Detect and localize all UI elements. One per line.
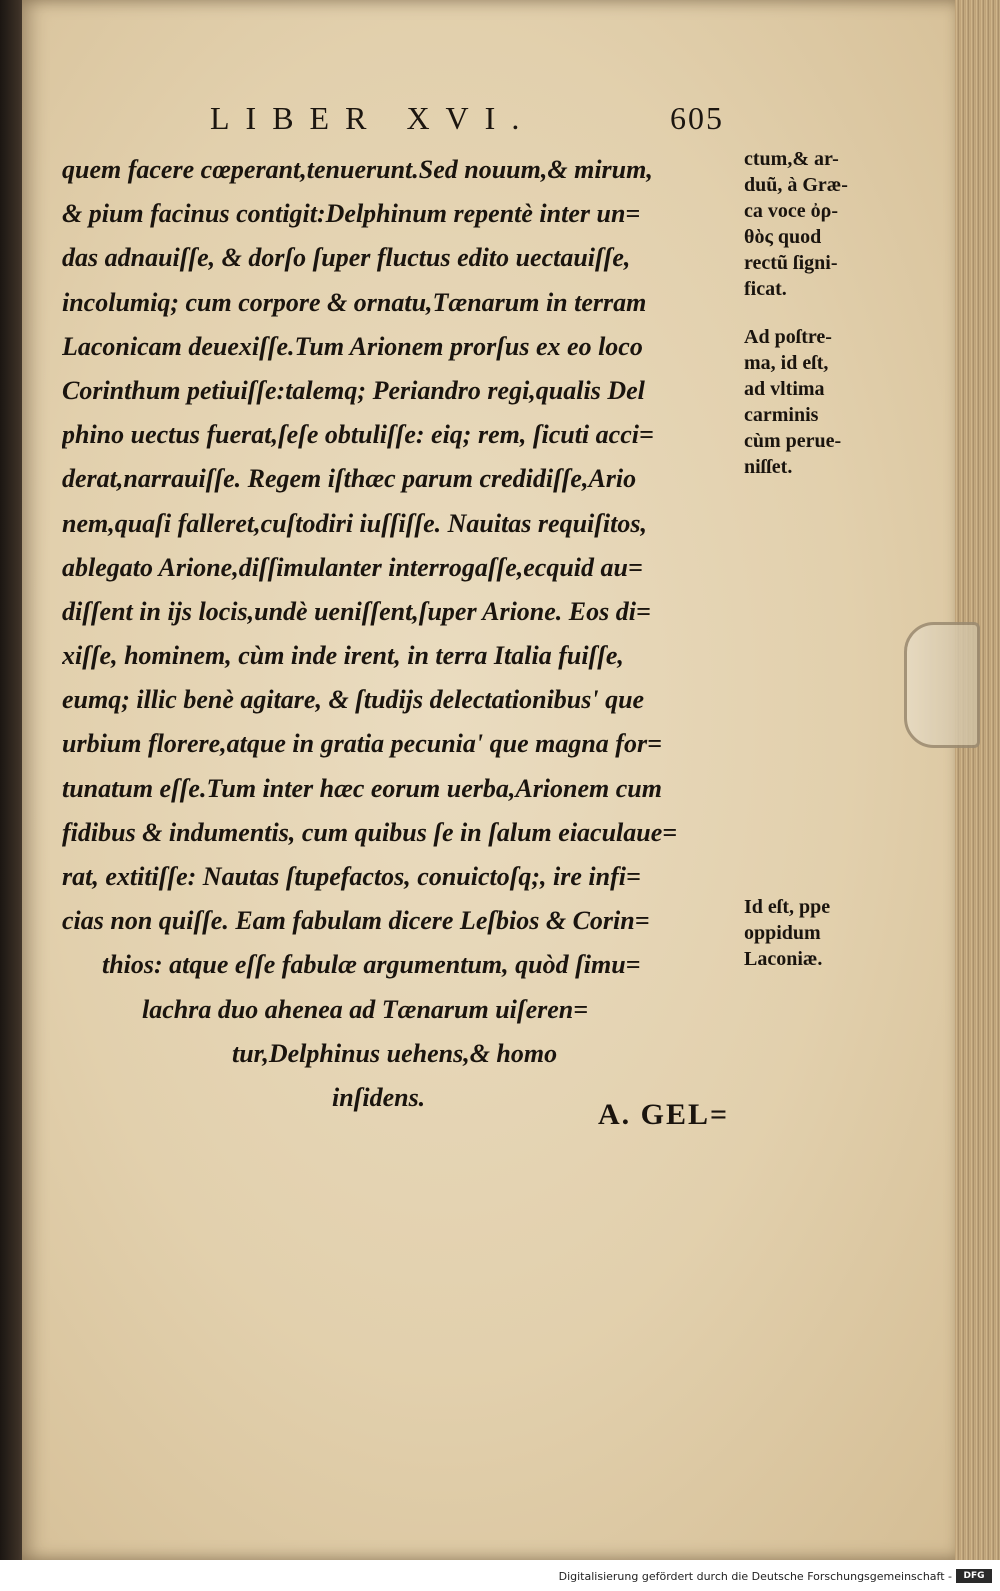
margin-note-3 [744, 894, 904, 972]
margin-note-line: θὸς quod [744, 226, 822, 248]
text-line: xiſſe, hominem, cùm inde irent, in terra Italia fuiſſe, [62, 641, 624, 671]
text-line: urbium florere,atque in gratia pecunia' que magna for= [62, 729, 662, 759]
page-fore-edge [955, 0, 1000, 1560]
margin-note-line: ficat. [744, 278, 787, 300]
text-line: tunatum eſſe.Tum inter hæc eorum uerba,Arionem cum [62, 773, 662, 803]
text-line: phino uectus fuerat,ſeſe obtuliſſe: eiq; rem, ſicuti acci= [62, 420, 654, 450]
page-clip [904, 622, 980, 748]
text-line: thios: atque eſſe fabulæ argumentum, quòd ſimu= [102, 950, 641, 980]
margin-note-line: Laconiæ. [744, 948, 823, 970]
running-head [210, 100, 750, 140]
text-line: inſidens. [332, 1082, 426, 1112]
text-line: diſſent in ijs locis,undè ueniſſent,ſuper Arione. Eos di= [62, 596, 651, 626]
margin-note-line: oppidum [744, 922, 821, 944]
text-line: Corinthum petiuiſſe:talemq; Periandro regi,qualis Del [62, 375, 645, 405]
text-line: das adnauiſſe, & dorſo ſuper fluctus edito uectauiſſe, [62, 243, 631, 273]
text-line: rat, extitiſſe: Nautas ſtupefactos, conuictoſq;, ire infi= [62, 862, 641, 891]
text-line: cias non quiſſe. Eam fabulam dicere Leſbios & Corin= [62, 906, 650, 936]
dfg-logo: DFG [956, 1569, 992, 1583]
margin-note-line: cùm perue- [744, 430, 842, 452]
running-head-title: LIBER XVI. [210, 100, 536, 136]
text-line: nem,quaſi falleret,cuſtodiri iuſſiſſe. Nauitas requiſitos, [62, 508, 647, 538]
margin-note-line: ca voce ὀρ- [744, 200, 838, 222]
footer [0, 1560, 1000, 1591]
margin-note-line: carminis [744, 404, 819, 426]
text-line: derat,narrauiſſe. Regem iſthæc parum credidiſſe,Ario [62, 464, 637, 494]
margin-note-line: Id eſt, ppe [744, 896, 831, 918]
text-line: incolumiq; cum corpore & ornatu,Tænarum in terram [62, 287, 647, 317]
margin-note-line: Ad poſtre- [744, 326, 832, 348]
margin-note-2 [744, 324, 904, 480]
text-line: fidibus & indumentis, cum quibus ſe in ſalum eiaculaue= [62, 817, 678, 847]
catchword: A. GEL= [598, 1098, 730, 1131]
text-line: quem facere cœperant,tenuerunt.Sed nouum,& mirum, [62, 155, 653, 184]
page-number: 605 [670, 100, 724, 136]
text-line: Laconicam deuexiſſe.Tum Arionem prorſus ex eo loco [62, 331, 643, 361]
text-line: & pium facinus contigit:Delphinum repentè inter un= [62, 199, 641, 229]
body-text [62, 148, 752, 1120]
margin-note-line: ad vltima [744, 378, 825, 400]
text-line: lachra duo ahenea ad Tænarum uiſeren= [142, 994, 589, 1024]
margin-note-line: rectũ ſigni- [744, 252, 838, 274]
margin-note-line: ctum,& ar- [744, 148, 839, 170]
margin-note-line: duũ, à Græ- [744, 174, 848, 196]
footer-credit: Digitalisierung gefördert durch die Deutsche Forschungsgemeinschaft - [558, 1570, 952, 1583]
margin-note-line: ma, id eſt, [744, 352, 829, 374]
margin-note-line: niſſet. [744, 456, 793, 478]
text-line: eumq; illic benè agitare, & ſtudijs delectationibus' que [62, 685, 645, 715]
text-line: ablegato Arione,diſſimulanter interrogaſſe,ecquid au= [62, 552, 643, 582]
margin-note-1 [744, 146, 904, 302]
text-line: tur,Delphinus uehens,& homo [232, 1038, 558, 1068]
